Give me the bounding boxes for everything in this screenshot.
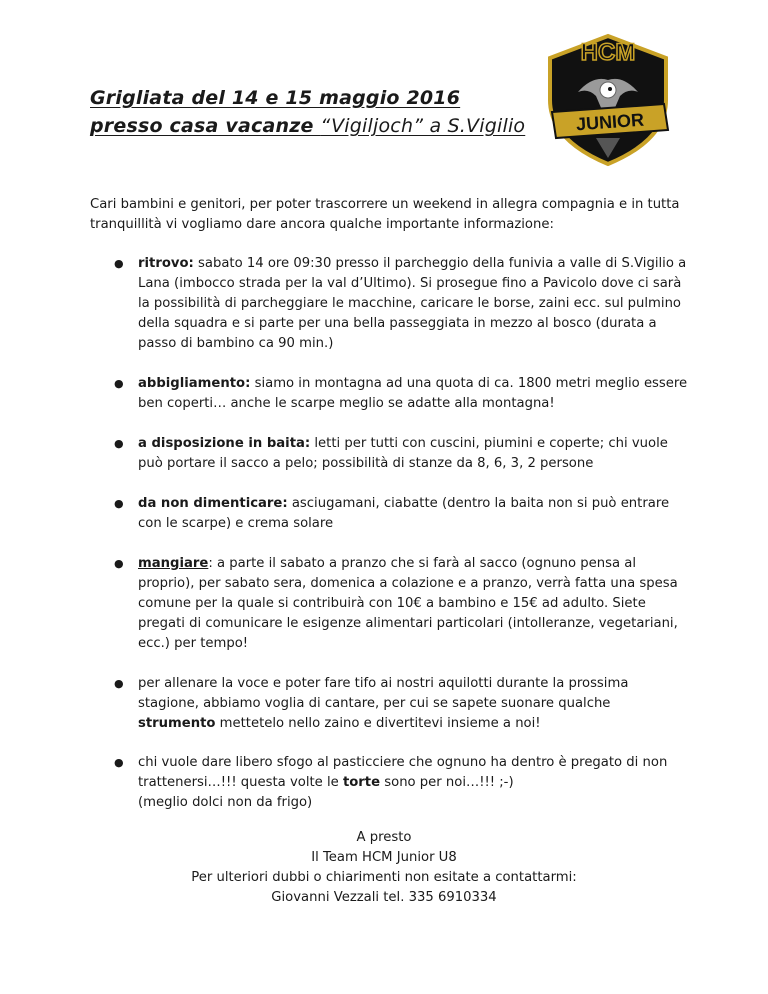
- title-line-2: [90, 112, 525, 140]
- bullet-icon: ●: [114, 437, 124, 450]
- intro-paragraph: Cari bambini e genitori, per poter trascorrere un weekend in allegra compagnia e in tutta tranquillità vi vogliamo dare ancora qualche importante informazione:: [90, 197, 680, 232]
- closing-contact-note: Per ulteriori dubbi o chiarimenti non esitate a contattarmi:: [191, 870, 577, 885]
- closing-contact: Giovanni Vezzali tel. 335 6910334: [271, 890, 497, 905]
- bullet-icon: ●: [114, 557, 124, 570]
- title-location: “Vigiljoch” a S.Vigilio: [320, 115, 526, 137]
- item-label: a disposizione in baita:: [138, 436, 311, 451]
- item-text: asciugamani, ciabatte (dentro la baita non si può entrare con le scarpe) e crema solare: [138, 496, 670, 531]
- logo-band-text: JUNIOR: [575, 109, 645, 135]
- item-text-before: per allenare la voce e poter fare tifo ai nostri aquilotti durante la prossima stagione, abbiamo voglia di cantare, per cui se sapete suonare qualche: [138, 676, 629, 711]
- list-item-mangiare: [90, 554, 690, 654]
- list-item-disposizione: [90, 434, 690, 474]
- closing-greeting: A presto: [356, 830, 412, 845]
- item-text-after: sono per noi…!!! ;-): [380, 775, 514, 790]
- item-text: sabato 14 ore 09:30 presso il parcheggio della funivia a valle di S.Vigilio a Lana (imbocco strada per la val d’Ultimo). Si prosegue fino a Pavicolo dove ci sarà la possibilità di parcheggiare le macchine, caricare le borse, zaini ecc. sul pulmino della squadra e si parte per una bella passeggiata in mezzo al bosco (durata a passo di bambino ca 90 min.): [138, 256, 687, 351]
- item-text-after: mettetelo nello zaino e divertitevi insieme a noi!: [215, 716, 541, 731]
- closing-team: Il Team HCM Junior U8: [311, 850, 457, 865]
- document-title: [90, 84, 525, 140]
- list-item-dimenticare: [90, 494, 690, 534]
- logo-top-text: HCM: [580, 39, 636, 66]
- closing-block: [0, 828, 768, 908]
- bullet-icon: ●: [114, 756, 124, 769]
- item-label: mangiare: [138, 556, 209, 571]
- title-line-1: Grigliata del 14 e 15 maggio 2016: [90, 87, 461, 109]
- item-text: letti per tutti con cuscini, piumini e coperte; chi vuole può portare il sacco a pelo; possibilità di stanze da 8, 6, 3, 2 persone: [138, 436, 668, 471]
- item-keyword: strumento: [138, 716, 216, 731]
- list-item-torte: [90, 753, 690, 813]
- item-label: da non dimenticare:: [138, 496, 288, 511]
- item-label: abbigliamento:: [138, 376, 251, 391]
- item-label: ritrovo:: [138, 256, 194, 271]
- item-text: siamo in montagna ad una quota di ca. 1800 metri meglio essere ben coperti… anche le scarpe meglio se adatte alla montagna!: [138, 376, 688, 411]
- item-text-before: chi vuole dare libero sfogo al pasticciere che ognuno ha dentro è pregato di non trattenersi…!!! questa volte le: [138, 755, 668, 790]
- item-text: : a parte il sabato a pranzo che si farà al sacco (ognuno pensa al proprio), per sabato sera, domenica a colazione e a pranzo, verrà fatta una spesa comune per la quale si contribuirà con 10€ a bambino e 15€ ad adulto. Siete pregati di comunicare le esigenze alimentari particolari (intolleranze, vegetariani, ecc.) per tempo!: [138, 556, 678, 651]
- item-keyword: torte: [342, 775, 381, 790]
- title-line-2-prefix: presso casa vacanze: [90, 115, 321, 137]
- bullet-icon: ●: [114, 257, 124, 270]
- bullet-icon: ●: [114, 677, 124, 690]
- list-item-strumento: [90, 674, 690, 734]
- bullet-icon: ●: [114, 497, 124, 510]
- hcm-junior-logo: [538, 30, 678, 170]
- list-item-ritrovo: [90, 254, 690, 354]
- item-note: (meglio dolci non da frigo): [138, 795, 313, 810]
- bullet-icon: ●: [114, 377, 124, 390]
- list-item-abbigliamento: [90, 374, 690, 414]
- info-list: [90, 254, 690, 813]
